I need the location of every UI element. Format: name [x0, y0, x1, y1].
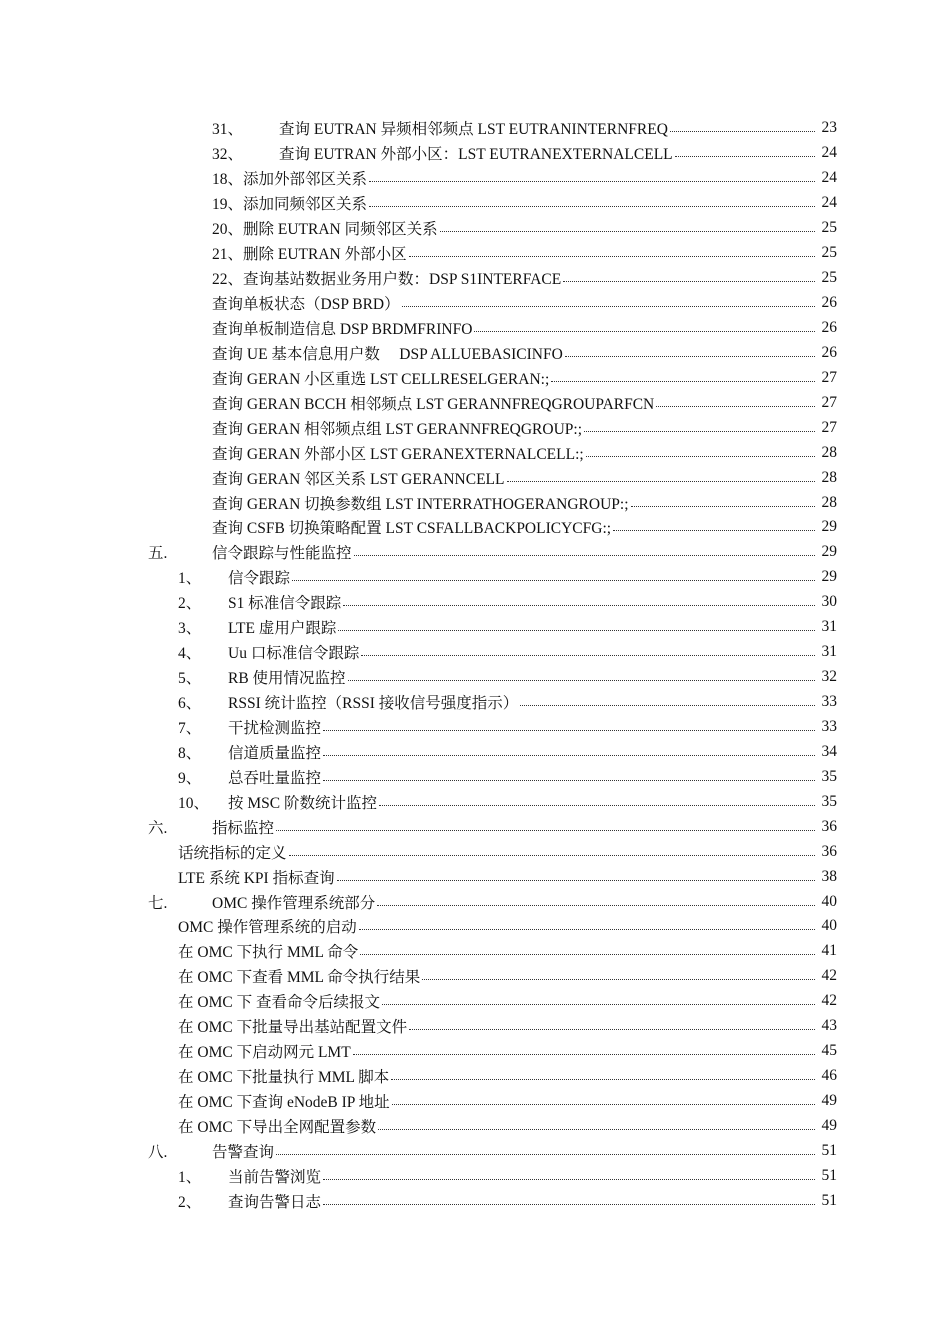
dot-leader — [656, 405, 815, 407]
toc-entry[interactable] — [0, 465, 950, 490]
toc-entry-page-number: 24 — [821, 194, 837, 212]
toc-entry-page-number: 34 — [821, 742, 837, 760]
toc-entry-title: 在 OMC 下执行 MML 命令 — [178, 944, 359, 962]
toc-entry[interactable] — [0, 116, 950, 141]
toc-entry[interactable] — [0, 266, 950, 291]
toc-entry[interactable] — [0, 989, 950, 1014]
toc-entry-page-number: 41 — [821, 942, 837, 960]
toc-entry[interactable] — [0, 191, 950, 216]
toc-entry[interactable] — [0, 615, 950, 640]
toc-entry-title: 信道质量监控 — [228, 744, 322, 762]
toc-entry[interactable] — [0, 340, 950, 365]
dot-leader — [354, 554, 815, 556]
toc-entry[interactable] — [0, 889, 950, 914]
toc-entry-title: 在 OMC 下批量导出基站配置文件 — [178, 1019, 408, 1037]
toc-entry-title: 按 MSC 阶数统计监控 — [228, 794, 377, 812]
toc-entry-title: LTE 虚用户跟踪 — [228, 620, 337, 638]
toc-entry[interactable] — [0, 1064, 950, 1089]
dot-leader — [369, 205, 815, 207]
toc-entry-page-number: 26 — [821, 318, 837, 336]
toc-entry-page-number: 33 — [821, 693, 837, 711]
toc-entry-title: 查询 EUTRAN 异频相邻频点 LST EUTRANINTERNFREQ — [279, 121, 668, 139]
toc-entry-page-number: 25 — [821, 219, 837, 237]
toc-entry-title: 总吞吐量监控 — [228, 769, 322, 787]
toc-entry[interactable] — [0, 540, 950, 565]
toc-entry[interactable] — [0, 739, 950, 764]
toc-entry[interactable] — [0, 839, 950, 864]
toc-entry-page-number: 31 — [821, 618, 837, 636]
toc-entry-page-number: 27 — [821, 393, 837, 411]
toc-entry-page-number: 42 — [821, 992, 837, 1010]
dot-leader — [631, 505, 815, 507]
toc-entry-page-number: 40 — [821, 917, 837, 935]
toc-entry[interactable] — [0, 1089, 950, 1114]
toc-entry-title: 话统指标的定义 — [178, 844, 287, 862]
toc-entry-page-number: 36 — [821, 842, 837, 860]
dot-leader — [276, 1153, 815, 1155]
dot-leader — [348, 679, 815, 681]
toc-entry-page-number: 28 — [821, 468, 837, 486]
toc-entry-page-number: 30 — [821, 593, 837, 611]
toc-entry-title: 查询单板状态（DSP BRD） — [212, 296, 400, 314]
dot-leader — [409, 1028, 815, 1030]
toc-entry[interactable] — [0, 914, 950, 939]
toc-entry[interactable] — [0, 1138, 950, 1163]
dot-leader — [276, 829, 815, 831]
toc-entry-title: 告警查询 — [212, 1143, 275, 1161]
dot-leader — [353, 1053, 815, 1055]
toc-entry-title: S1 标准信令跟踪 — [228, 595, 342, 613]
toc-entry-title: 查询 GERAN BCCH 相邻频点 LST GERANNFREQGROUPARFCN — [212, 395, 655, 413]
toc-entry-number: 6、 — [178, 695, 202, 713]
dot-leader — [551, 380, 815, 382]
toc-entry-number: 3、 — [178, 620, 202, 638]
dot-leader — [586, 455, 815, 457]
toc-entry-title: 21、删除 EUTRAN 外部小区 — [212, 246, 407, 264]
dot-leader — [382, 1003, 815, 1005]
toc-entry[interactable] — [0, 690, 950, 715]
dot-leader — [670, 130, 815, 132]
toc-entry-page-number: 24 — [821, 144, 837, 162]
toc-entry-number: 4、 — [178, 645, 202, 663]
toc-entry-title: 19、添加同频邻区关系 — [212, 196, 368, 214]
dot-leader — [323, 1178, 815, 1180]
dot-leader — [378, 1128, 815, 1130]
toc-entry[interactable] — [0, 764, 950, 789]
toc-entry-title: 查询 GERAN 外部小区 LST GERANEXTERNALCELL:; — [212, 445, 584, 463]
toc-entry-page-number: 46 — [821, 1067, 837, 1085]
toc-entry-number: 八. — [148, 1143, 168, 1161]
toc-entry[interactable] — [0, 939, 950, 964]
toc-entry-title: 当前告警浏览 — [228, 1168, 322, 1186]
dot-leader — [563, 280, 815, 282]
toc-entry-title: 查询 GERAN 小区重选 LST CELLRESELGERAN:; — [212, 370, 550, 388]
toc-entry-title: 查询 CSFB 切换策略配置 LST CSFALLBACKPOLICYCFG:; — [212, 520, 612, 538]
dot-leader — [507, 480, 816, 482]
toc-entry-number: 2、 — [178, 1193, 202, 1211]
toc-entry-page-number: 27 — [821, 368, 837, 386]
toc-entry-page-number: 45 — [821, 1042, 837, 1060]
toc-entry-number: 2、 — [178, 595, 202, 613]
toc-entry[interactable] — [0, 1039, 950, 1064]
toc-entry-page-number: 51 — [821, 1191, 837, 1209]
toc-entry[interactable] — [0, 365, 950, 390]
toc-entry-page-number: 49 — [821, 1116, 837, 1134]
toc-entry-number: 七. — [148, 894, 168, 912]
toc-entry[interactable] — [0, 440, 950, 465]
toc-entry-number: 32、 — [212, 146, 244, 164]
toc-entry-title: 在 OMC 下导出全网配置参数 — [178, 1118, 377, 1136]
toc-entry-title: 在 OMC 下查询 eNodeB IP 地址 — [178, 1094, 390, 1112]
toc-entry[interactable] — [0, 291, 950, 316]
toc-entry-title: Uu 口标准信令跟踪 — [228, 645, 360, 663]
dot-leader — [289, 854, 815, 856]
toc-entry[interactable] — [0, 166, 950, 191]
toc-entry[interactable] — [0, 864, 950, 889]
toc-entry[interactable] — [0, 241, 950, 266]
toc-entry-page-number: 23 — [821, 119, 837, 137]
toc-entry-title: 查询 GERAN 切换参数组 LST INTERRATHOGERANGROUP:; — [212, 495, 629, 513]
dot-leader — [369, 180, 815, 182]
toc-entry[interactable] — [0, 814, 950, 839]
toc-entry-title: 20、删除 EUTRAN 同频邻区关系 — [212, 221, 438, 239]
dot-leader — [338, 629, 815, 631]
dot-leader — [520, 704, 815, 706]
table-of-contents — [0, 116, 950, 1213]
toc-entry-title: 指标监控 — [212, 819, 275, 837]
toc-entry-page-number: 29 — [821, 543, 837, 561]
dot-leader — [392, 1103, 815, 1105]
toc-entry-number: 1、 — [178, 1168, 202, 1186]
toc-entry[interactable] — [0, 964, 950, 989]
toc-entry-title: OMC 操作管理系统的启动 — [178, 919, 357, 937]
toc-entry-page-number: 51 — [821, 1166, 837, 1184]
dot-leader — [379, 804, 815, 806]
toc-entry-page-number: 29 — [821, 568, 837, 586]
toc-entry-title: 干扰检测监控 — [228, 719, 322, 737]
toc-entry-page-number: 26 — [821, 294, 837, 312]
toc-entry-page-number: 38 — [821, 867, 837, 885]
toc-entry[interactable] — [0, 141, 950, 166]
toc-entry-title: OMC 操作管理系统部分 — [212, 894, 376, 912]
toc-entry-title: RB 使用情况监控 — [228, 670, 346, 688]
toc-entry-number: 5、 — [178, 670, 202, 688]
dot-leader — [343, 604, 815, 606]
toc-entry-page-number: 28 — [821, 443, 837, 461]
toc-entry[interactable] — [0, 216, 950, 241]
toc-entry[interactable] — [0, 515, 950, 540]
toc-entry[interactable] — [0, 640, 950, 665]
toc-entry-page-number: 35 — [821, 792, 837, 810]
dot-leader — [474, 330, 815, 332]
toc-entry-title: 在 OMC 下查看 MML 命令执行结果 — [178, 969, 421, 987]
toc-entry[interactable] — [0, 1188, 950, 1213]
toc-entry-page-number: 24 — [821, 169, 837, 187]
toc-entry-title: 查询 GERAN 邻区关系 LST GERANNCELL — [212, 470, 505, 488]
toc-entry[interactable] — [0, 590, 950, 615]
dot-leader — [409, 255, 815, 257]
toc-entry-number: 10、 — [178, 794, 210, 812]
toc-entry-title: 信令跟踪与性能监控 — [212, 545, 352, 563]
dot-leader — [565, 355, 815, 357]
toc-entry-title: 22、查询基站数据业务用户数：DSP S1INTERFACE — [212, 271, 562, 289]
dot-leader — [402, 305, 815, 307]
toc-entry-number: 7、 — [178, 719, 202, 737]
toc-entry-number: 1、 — [178, 570, 202, 588]
toc-entry-number: 31、 — [212, 121, 244, 139]
toc-entry-title: RSSI 统计监控（RSSI 接收信号强度指示） — [228, 695, 519, 713]
dot-leader — [613, 529, 815, 531]
toc-entry-number: 8、 — [178, 744, 202, 762]
toc-entry-title: 在 OMC 下启动网元 LMT — [178, 1044, 351, 1062]
dot-leader — [323, 779, 815, 781]
toc-entry[interactable] — [0, 1163, 950, 1188]
toc-entry[interactable] — [0, 316, 950, 341]
toc-entry-page-number: 28 — [821, 493, 837, 511]
toc-entry-page-number: 40 — [821, 892, 837, 910]
toc-entry-page-number: 25 — [821, 269, 837, 287]
toc-entry-number: 五. — [148, 545, 168, 563]
toc-entry-title: 信令跟踪 — [228, 570, 291, 588]
toc-entry[interactable] — [0, 490, 950, 515]
toc-entry-title: 查询告警日志 — [228, 1193, 322, 1211]
toc-entry-page-number: 31 — [821, 643, 837, 661]
toc-entry-title: 查询单板制造信息 DSP BRDMFRINFO — [212, 320, 473, 338]
toc-entry-title: 在 OMC 下批量执行 MML 脚本 — [178, 1069, 390, 1087]
toc-entry-title: 查询 EUTRAN 外部小区：LST EUTRANEXTERNALCELL — [279, 146, 673, 164]
toc-entry[interactable] — [0, 415, 950, 440]
dot-leader — [440, 230, 815, 232]
toc-entry-page-number: 43 — [821, 1017, 837, 1035]
toc-entry-title: 查询 GERAN 相邻频点组 LST GERANNFREQGROUP:; — [212, 420, 583, 438]
dot-leader — [377, 904, 815, 906]
toc-entry-page-number: 35 — [821, 767, 837, 785]
toc-entry-page-number: 29 — [821, 518, 837, 536]
toc-entry[interactable] — [0, 1014, 950, 1039]
dot-leader — [422, 978, 815, 980]
dot-leader — [360, 953, 815, 955]
toc-entry-page-number: 36 — [821, 817, 837, 835]
dot-leader — [361, 654, 815, 656]
toc-entry-title: 18、添加外部邻区关系 — [212, 171, 368, 189]
toc-entry-page-number: 27 — [821, 418, 837, 436]
toc-entry-page-number: 32 — [821, 668, 837, 686]
toc-entry-page-number: 25 — [821, 244, 837, 262]
toc-entry[interactable] — [0, 789, 950, 814]
toc-entry[interactable] — [0, 665, 950, 690]
toc-entry-page-number: 51 — [821, 1141, 837, 1159]
toc-entry-page-number: 33 — [821, 717, 837, 735]
toc-entry[interactable] — [0, 390, 950, 415]
dot-leader — [323, 729, 815, 731]
dot-leader — [323, 754, 815, 756]
dot-leader — [675, 155, 815, 157]
dot-leader — [584, 430, 815, 432]
toc-entry-title: 查询 UE 基本信息用户数 DSP ALLUEBASICINFO — [212, 345, 563, 363]
dot-leader — [323, 1203, 815, 1205]
toc-entry-title: 在 OMC 下 查看命令后续报文 — [178, 994, 380, 1012]
toc-entry[interactable] — [0, 715, 950, 740]
toc-entry[interactable] — [0, 565, 950, 590]
dot-leader — [292, 579, 815, 581]
dot-leader — [391, 1078, 815, 1080]
dot-leader — [359, 928, 815, 930]
toc-entry-page-number: 42 — [821, 967, 837, 985]
toc-entry[interactable] — [0, 1114, 950, 1139]
toc-entry-number: 六. — [148, 819, 168, 837]
toc-entry-title: LTE 系统 KPI 指标查询 — [178, 869, 335, 887]
dot-leader — [337, 879, 815, 881]
toc-entry-page-number: 49 — [821, 1092, 837, 1110]
toc-entry-number: 9、 — [178, 769, 202, 787]
toc-entry-page-number: 26 — [821, 343, 837, 361]
